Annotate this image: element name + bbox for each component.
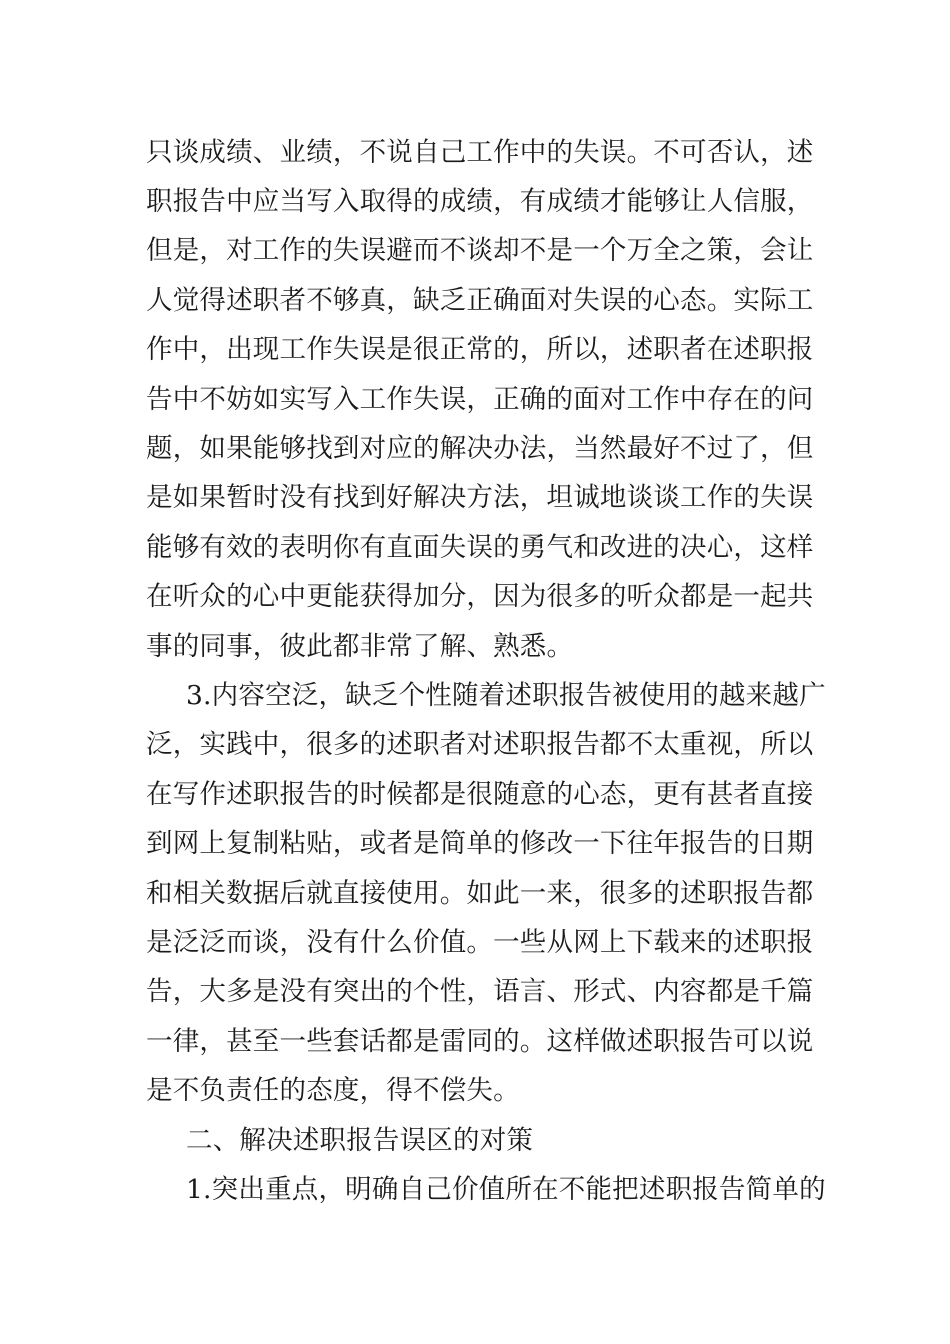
- body-line-17: 是泛泛而谈，没有什么价值。一些从网上下载来的述职报: [146, 927, 814, 958]
- body-line-2: 职报告中应当写入取得的成绩，有成绩才能够让人信服，: [146, 186, 814, 217]
- body-line-16: 和相关数据后就直接使用。如此一来，很多的述职报告都: [146, 878, 814, 909]
- body-line-4: 人觉得述职者不够真，缺乏正确面对失误的心态。实际工: [146, 285, 814, 316]
- body-line-18: 告，大多是没有突出的个性，语言、形式、内容都是千篇: [146, 976, 814, 1007]
- section-item-3-line-1: 3.内容空泛，缺乏个性随着述职报告被使用的越来越广: [186, 680, 826, 711]
- section-heading-2: 二、解决述职报告误区的对策: [186, 1125, 534, 1156]
- body-line-20: 是不负责任的态度，得不偿失。: [146, 1075, 520, 1106]
- body-line-6: 告中不妨如实写入工作失误，正确的面对工作中存在的问: [146, 384, 814, 415]
- body-line-13: 泛，实践中，很多的述职者对述职报告都不太重视，所以: [146, 729, 814, 760]
- section-item-1-line-1: 1.突出重点，明确自己价值所在不能把述职报告简单的: [186, 1174, 826, 1205]
- body-line-10: 在听众的心中更能获得加分，因为很多的听众都是一起共: [146, 581, 814, 612]
- body-line-9: 能够有效的表明你有直面失误的勇气和改进的决心，这样: [146, 532, 814, 563]
- body-line-11: 事的同事，彼此都非常了解、熟悉。: [146, 631, 574, 662]
- body-line-3: 但是，对工作的失误避而不谈却不是一个万全之策，会让: [146, 235, 814, 266]
- body-line-14: 在写作述职报告的时候都是很随意的心态，更有甚者直接: [146, 779, 814, 810]
- body-line-15: 到网上复制粘贴，或者是简单的修改一下往年报告的日期: [146, 828, 814, 859]
- body-line-8: 是如果暂时没有找到好解决方法，坦诚地谈谈工作的失误: [146, 482, 814, 513]
- body-line-7: 题，如果能够找到对应的解决办法，当然最好不过了，但: [146, 433, 814, 464]
- body-line-19: 一律，甚至一些套话都是雷同的。这样做述职报告可以说: [146, 1026, 814, 1057]
- body-line-5: 作中，出现工作失误是很正常的，所以，述职者在述职报: [146, 334, 814, 365]
- body-line-1: 只谈成绩、业绩，不说自己工作中的失误。不可否认，述: [146, 137, 814, 168]
